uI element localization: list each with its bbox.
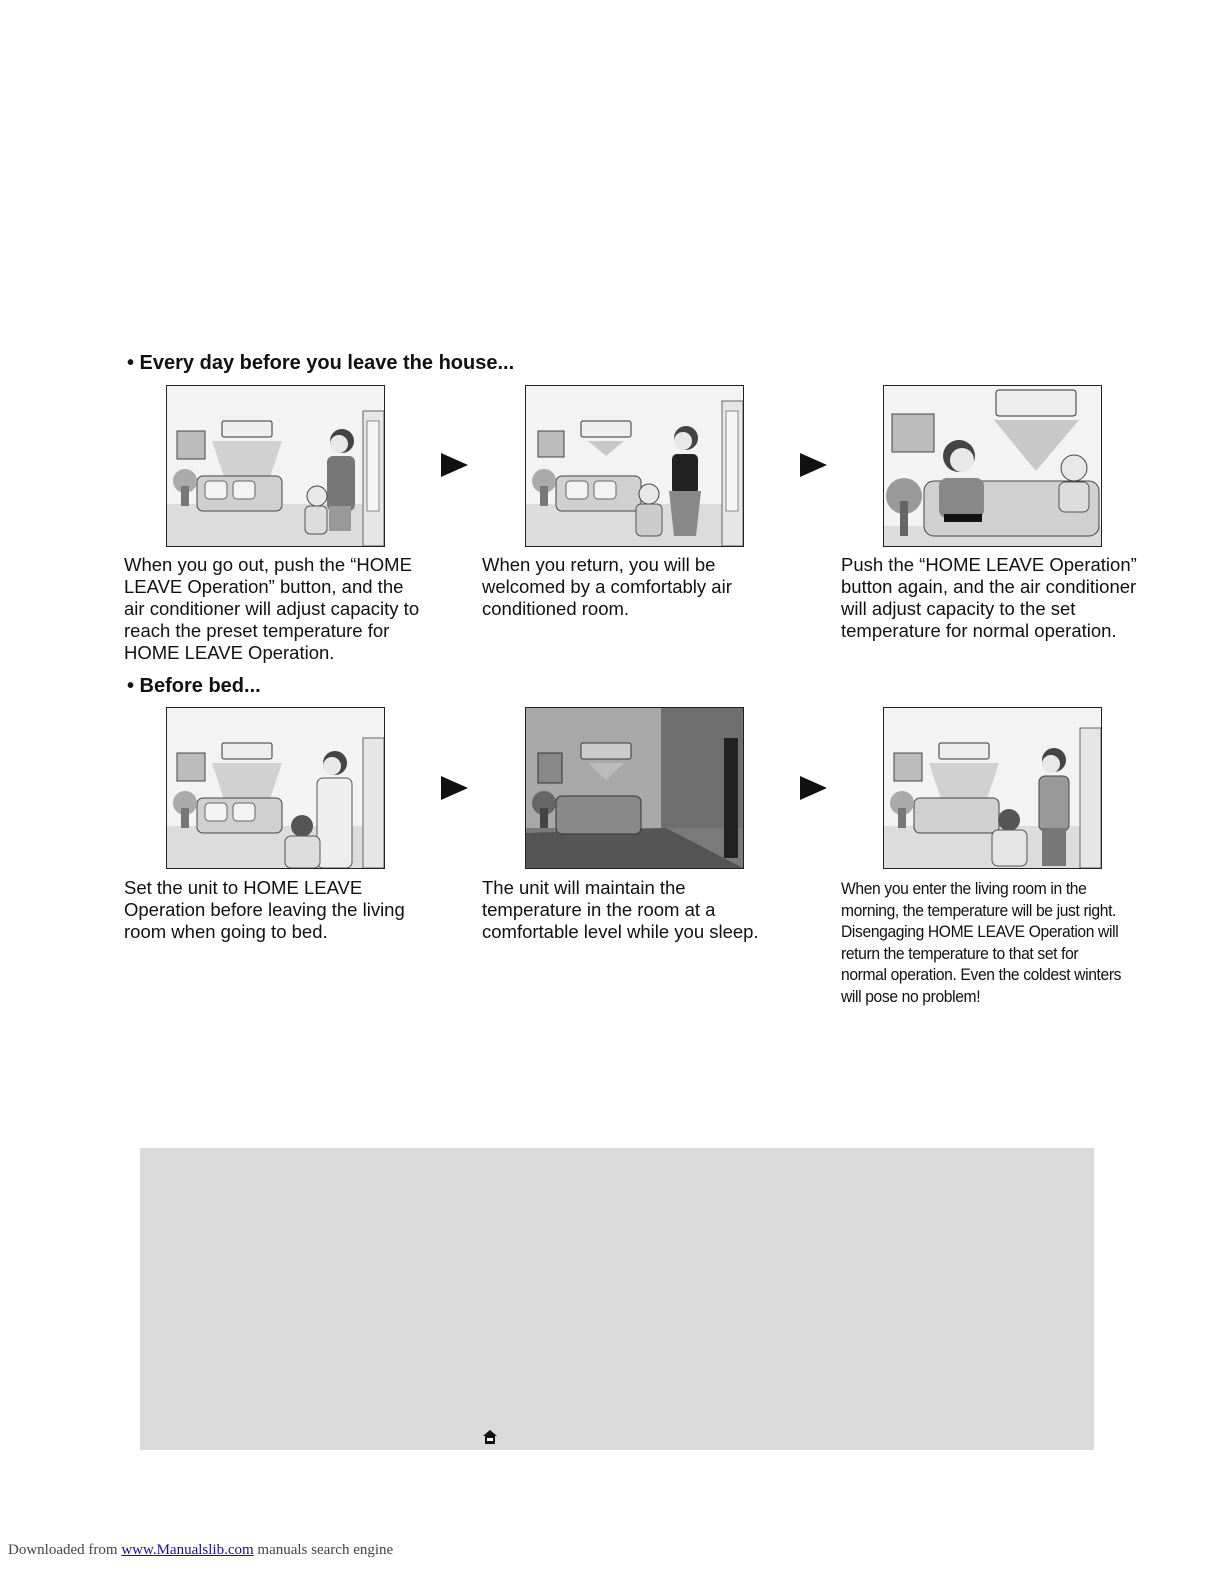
caption-step-5: The unit will maintain the temperature in the room at a comfortable level while you sleep. <box>482 877 759 942</box>
section-heading-bed: • Before bed... <box>127 675 261 697</box>
footer-suffix: manuals search engine <box>253 1542 394 1558</box>
right-triangle-arrow-icon <box>441 453 468 477</box>
illustration-family-sofa <box>883 385 1102 547</box>
home-leave-icon <box>481 1428 499 1446</box>
caption-step-1: When you go out, push the “HOME LEAVE Operation” button, and the air conditioner will adjust capacity to reach the preset temperature for HOME LEAVE Operation. <box>124 554 420 663</box>
caption-step-4: Set the unit to HOME LEAVE Operation before leaving the living room when going to bed. <box>124 877 405 942</box>
section-heading-daily: • Every day before you leave the house... <box>127 352 515 374</box>
right-triangle-arrow-icon <box>800 776 827 800</box>
illustration-mother-returning <box>525 385 744 547</box>
caption-step-3: Push the “HOME LEAVE Operation” button again, and the air conditioner will adjust capacity to the set temperature for normal operation. <box>841 554 1137 641</box>
illustration-dark-room <box>525 707 744 869</box>
illustration-father-night <box>166 707 385 869</box>
right-triangle-arrow-icon <box>441 776 468 800</box>
manualslib-link[interactable]: www.Manualslib.com <box>121 1542 254 1558</box>
footer-prefix: Downloaded from <box>8 1542 122 1558</box>
gray-note-box <box>140 1148 1094 1450</box>
illustration-mother-leaving <box>166 385 385 547</box>
illustration-father-child-morning <box>883 707 1102 869</box>
caption-step-2: When you return, you will be welcomed by a comfortably air conditioned room. <box>482 554 732 619</box>
caption-step-6: When you enter the living room in the morning, the temperature will be just right. Disengaging HOME LEAVE Operation will return the temperature to that set for normal operation. Even the coldest winters will pose no problem! <box>841 879 1122 1006</box>
footer <box>8 1542 393 1559</box>
right-triangle-arrow-icon <box>800 453 827 477</box>
